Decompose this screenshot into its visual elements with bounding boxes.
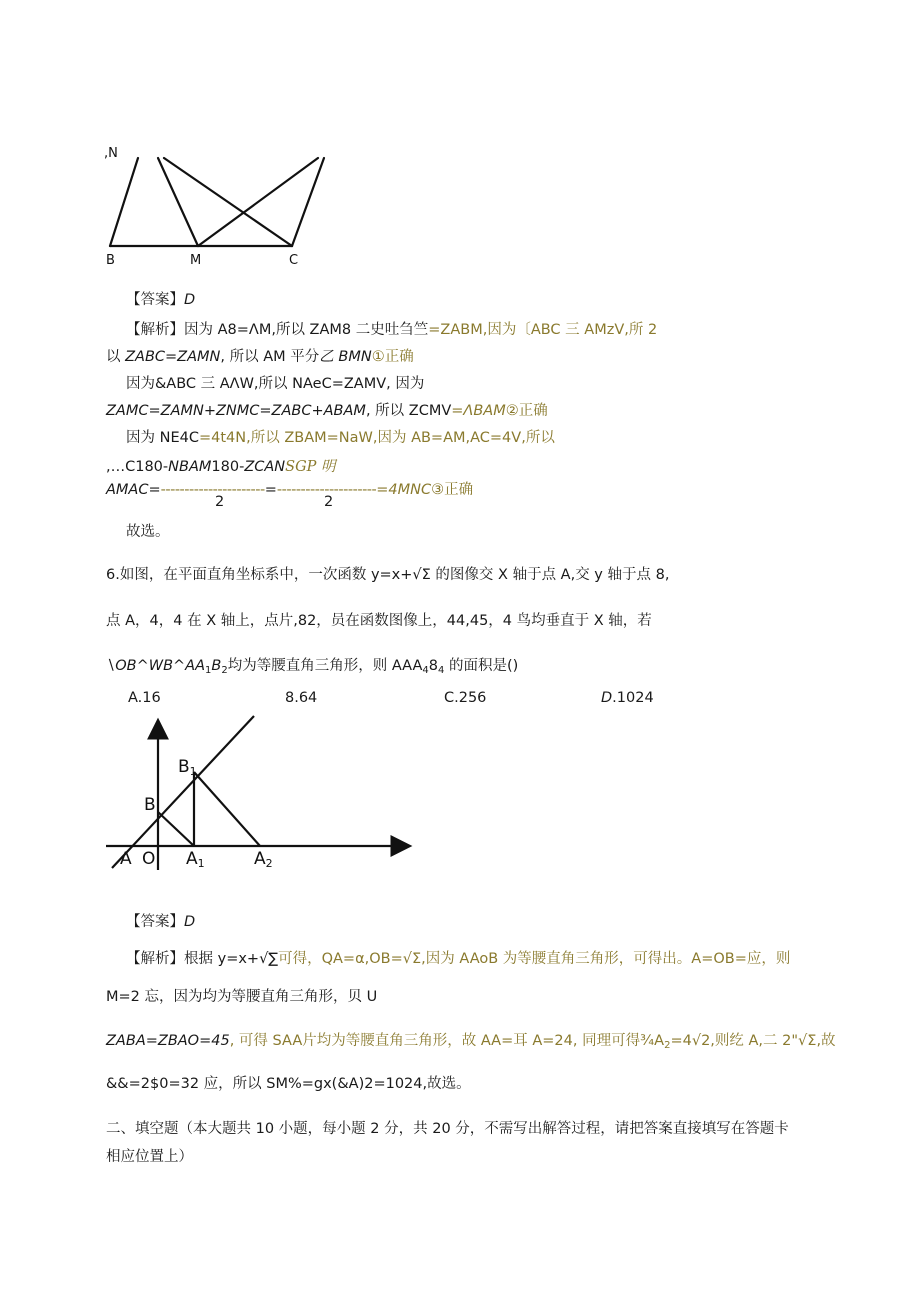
option-d[interactable]: D.1024 (601, 690, 654, 706)
q6-analysis-line-3: ZABA=ZBAO=45, 可得 SAA片均为等腰直角三角形，故 AA=耳 A=24, 同理可得$\frac{3}{4}A_2=4√2$,则纥 A,二 2"√Σ,故 (106, 1033, 836, 1051)
q5-analysis-line-3: 因为&ABC 三 AΛW,所以 NAeC=ZAMV, 因为 (126, 376, 425, 392)
label-n: ,N (104, 146, 118, 161)
q6-analysis-line-2: M=2 忘，因为均为等腰直角三角形，贝 U (106, 989, 378, 1005)
answer-label: 【答案】 (126, 292, 184, 308)
label-m: M (190, 253, 202, 268)
option-a[interactable]: A.16 (128, 690, 161, 706)
segment-a-m (158, 158, 198, 246)
option-b[interactable]: 8.64 (285, 690, 318, 706)
fraction-denominator-2: 2 (324, 494, 334, 510)
label-b1: B1 (178, 757, 197, 778)
q6-answer: 【答案】D (126, 914, 196, 930)
label-a: A (120, 849, 132, 869)
fraction-denominator-1: 2 (215, 494, 225, 510)
label-a1: A1 (186, 849, 205, 870)
segment-b-a1 (158, 812, 194, 846)
segment-b1-a2 (194, 772, 260, 846)
segment-b-top (110, 158, 138, 246)
answer-value: D (184, 292, 196, 308)
analysis-label: 【解析】 (126, 322, 184, 338)
q5-analysis-line-1: 【解析】因为 A8=ΛM,所以 ZAM8 二史吐刍竺=ZABM,因为〔ABC 三 AMzV,所 2 (126, 322, 658, 338)
option-c[interactable]: C.256 (444, 690, 487, 706)
label-b: B (144, 795, 156, 815)
label-b: B (106, 253, 115, 268)
coordinate-figure (100, 708, 420, 878)
q6-analysis-line-4: &&=2$0=32 应，所以 SM%=gx(&A)2=1024,故选。 (106, 1076, 471, 1092)
segment-c-n (292, 158, 324, 246)
q5-conclusion: 故选。 (126, 524, 170, 540)
q5-analysis-line-2: 以 ZABC=ZAMN, 所以 AM 平分乙 BMN①正确 (106, 349, 414, 365)
q6-stem-line-3: $∖OB\^{}WB\^{}AA_1B_2$均为等腰直角三角形，则 $AAA_48_4$ 的面积是() (106, 658, 519, 676)
label-a2: A2 (254, 849, 273, 870)
section-2-heading: 二、填空题（本大题共 10 小题，每小题 2 分，共 20 分，不需写出解答过程，请把答案直接填写在答题卡 (106, 1121, 789, 1137)
q5-analysis-line-4: ZAMC=ZAMN+ZNMC=ZABC+ABAM, 所以 ZCMV=ΛBAM②正确 (106, 403, 548, 419)
q5-analysis-line-6: ,…C180-NBAM180-ZCANSGP 明 (106, 459, 336, 475)
q5-analysis-line-7: AMAC=----------------------=---------------------=4MNC③正确 (106, 482, 474, 498)
triangle-figure (100, 140, 340, 270)
section-2-heading-cont: 相应位置上） (106, 1149, 193, 1165)
q6-stem-line-2: 点 A，4，4 在 X 轴上，点片,82，员在函数图像上，44,45，4 鸟均垂直于 X 轴，若 (106, 613, 652, 629)
label-c: C (289, 253, 299, 268)
q5-answer (126, 288, 195, 309)
segment-a-c (164, 158, 292, 246)
q5-analysis-line-5: 因为 NE4C=4t4N,所以 ZBAM=NaW,因为 AB=AM,AC=4V,所以 (126, 430, 555, 446)
q6-analysis-line-1: 【解析】根据 y=x+√∑可得，QA=α,OB=√Σ,因为 AAoB 为等腰直角三角形，可得出。A=OB=应，则 (126, 951, 791, 967)
q6-stem-line-1: 6.如图，在平面直角坐标系中，一次函数 y=x+√Σ 的图像交 X 轴于点 A,交 y 轴于点 8, (106, 567, 670, 583)
label-o: O (142, 849, 156, 869)
segment-m-n (198, 158, 318, 246)
